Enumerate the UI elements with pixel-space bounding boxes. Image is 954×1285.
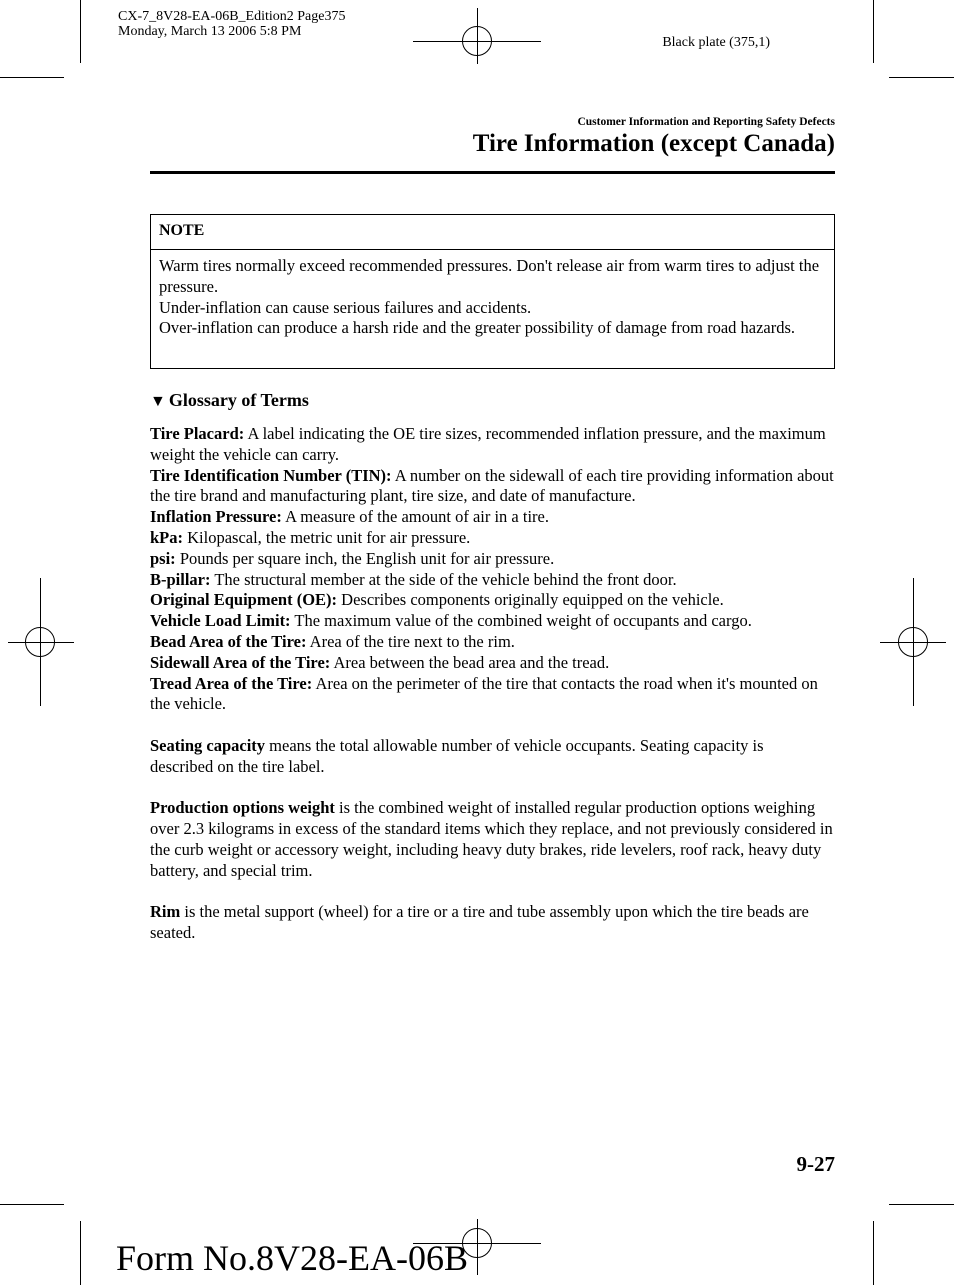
note-line: Over-inflation can produce a harsh ride and the greater possibility of damage from road hazards. xyxy=(159,318,796,338)
glossary-term: Inflation Pressure: A measure of the amount of air in a tire. xyxy=(150,507,549,527)
glossary-paragraph: Production options weight is the combined weight of installed regular production options weighing over 2.3 kilograms in excess of the standard items which they replace, and not previously considered in the curb weight or accessory weight, including heavy duty brakes, ride levelers, roof rack, heavy duty battery, and special trim. xyxy=(150,798,833,880)
glossary-term: Tread Area of the Tire: Area on the perimeter of the tire that contacts the road when it's mounted on the vehicle. xyxy=(150,673,818,714)
glossary-term: B-pillar: The structural member at the side of the vehicle behind the front door. xyxy=(150,569,677,589)
section-label: Customer Information and Reporting Safety Defects xyxy=(577,116,835,128)
glossary-term: Tire Placard: A label indicating the OE tire sizes, recommended inflation pressure, and the maximum weight the vehicle can carry. xyxy=(150,424,826,464)
print-date-line: Monday, March 13 2006 5:8 PM xyxy=(118,24,302,39)
glossary-heading xyxy=(150,390,309,411)
print-job-info xyxy=(118,9,345,39)
triangle-down-icon: ▼ xyxy=(150,393,166,410)
note-line: Under-inflation can cause serious failures and accidents. xyxy=(159,297,532,317)
page-title: Tire Information (except Canada) xyxy=(472,130,835,157)
glossary-term: Tire Identification Number (TIN): A number on the sidewall of each tire providing information about the tire brand and manufacturing plant, tire size, and date of manufacture. xyxy=(150,465,834,506)
note-line: Warm tires normally exceed recommended pressures. Don't release air from warm tires to adjust the pressure. xyxy=(159,256,820,296)
glossary-term: Bead Area of the Tire: Area of the tire next to the rim. xyxy=(150,631,515,651)
title-rule xyxy=(150,171,835,174)
glossary-term: Original Equipment (OE): Describes components originally equipped on the vehicle. xyxy=(150,590,724,610)
glossary-paragraph: Rim is the metal support (wheel) for a tire or a tire and tube assembly upon which the tire beads are seated. xyxy=(150,902,809,943)
glossary-term: Vehicle Load Limit: The maximum value of the combined weight of occupants and cargo. xyxy=(150,611,752,631)
form-number: Form No.8V28-EA-06B xyxy=(116,1238,468,1278)
page-number: 9-27 xyxy=(796,1152,835,1176)
glossary-term: Sidewall Area of the Tire: Area between the bead area and the tread. xyxy=(150,652,610,672)
note-body xyxy=(151,250,834,339)
glossary-term: psi: Pounds per square inch, the English unit for air pressure. xyxy=(150,548,555,568)
note-heading: NOTE xyxy=(151,215,834,250)
glossary-heading-text: Glossary of Terms xyxy=(168,390,309,410)
note-box xyxy=(150,214,835,369)
glossary-term: kPa: Kilopascal, the metric unit for air pressure. xyxy=(150,527,471,547)
glossary-body xyxy=(150,424,840,944)
plate-label: Black plate (375,1) xyxy=(662,35,770,50)
glossary-paragraph: Seating capacity means the total allowable number of vehicle occupants. Seating capacity is described on the tire label. xyxy=(150,735,764,776)
print-job-line: CX-7_8V28-EA-06B_Edition2 Page375 xyxy=(118,9,346,24)
